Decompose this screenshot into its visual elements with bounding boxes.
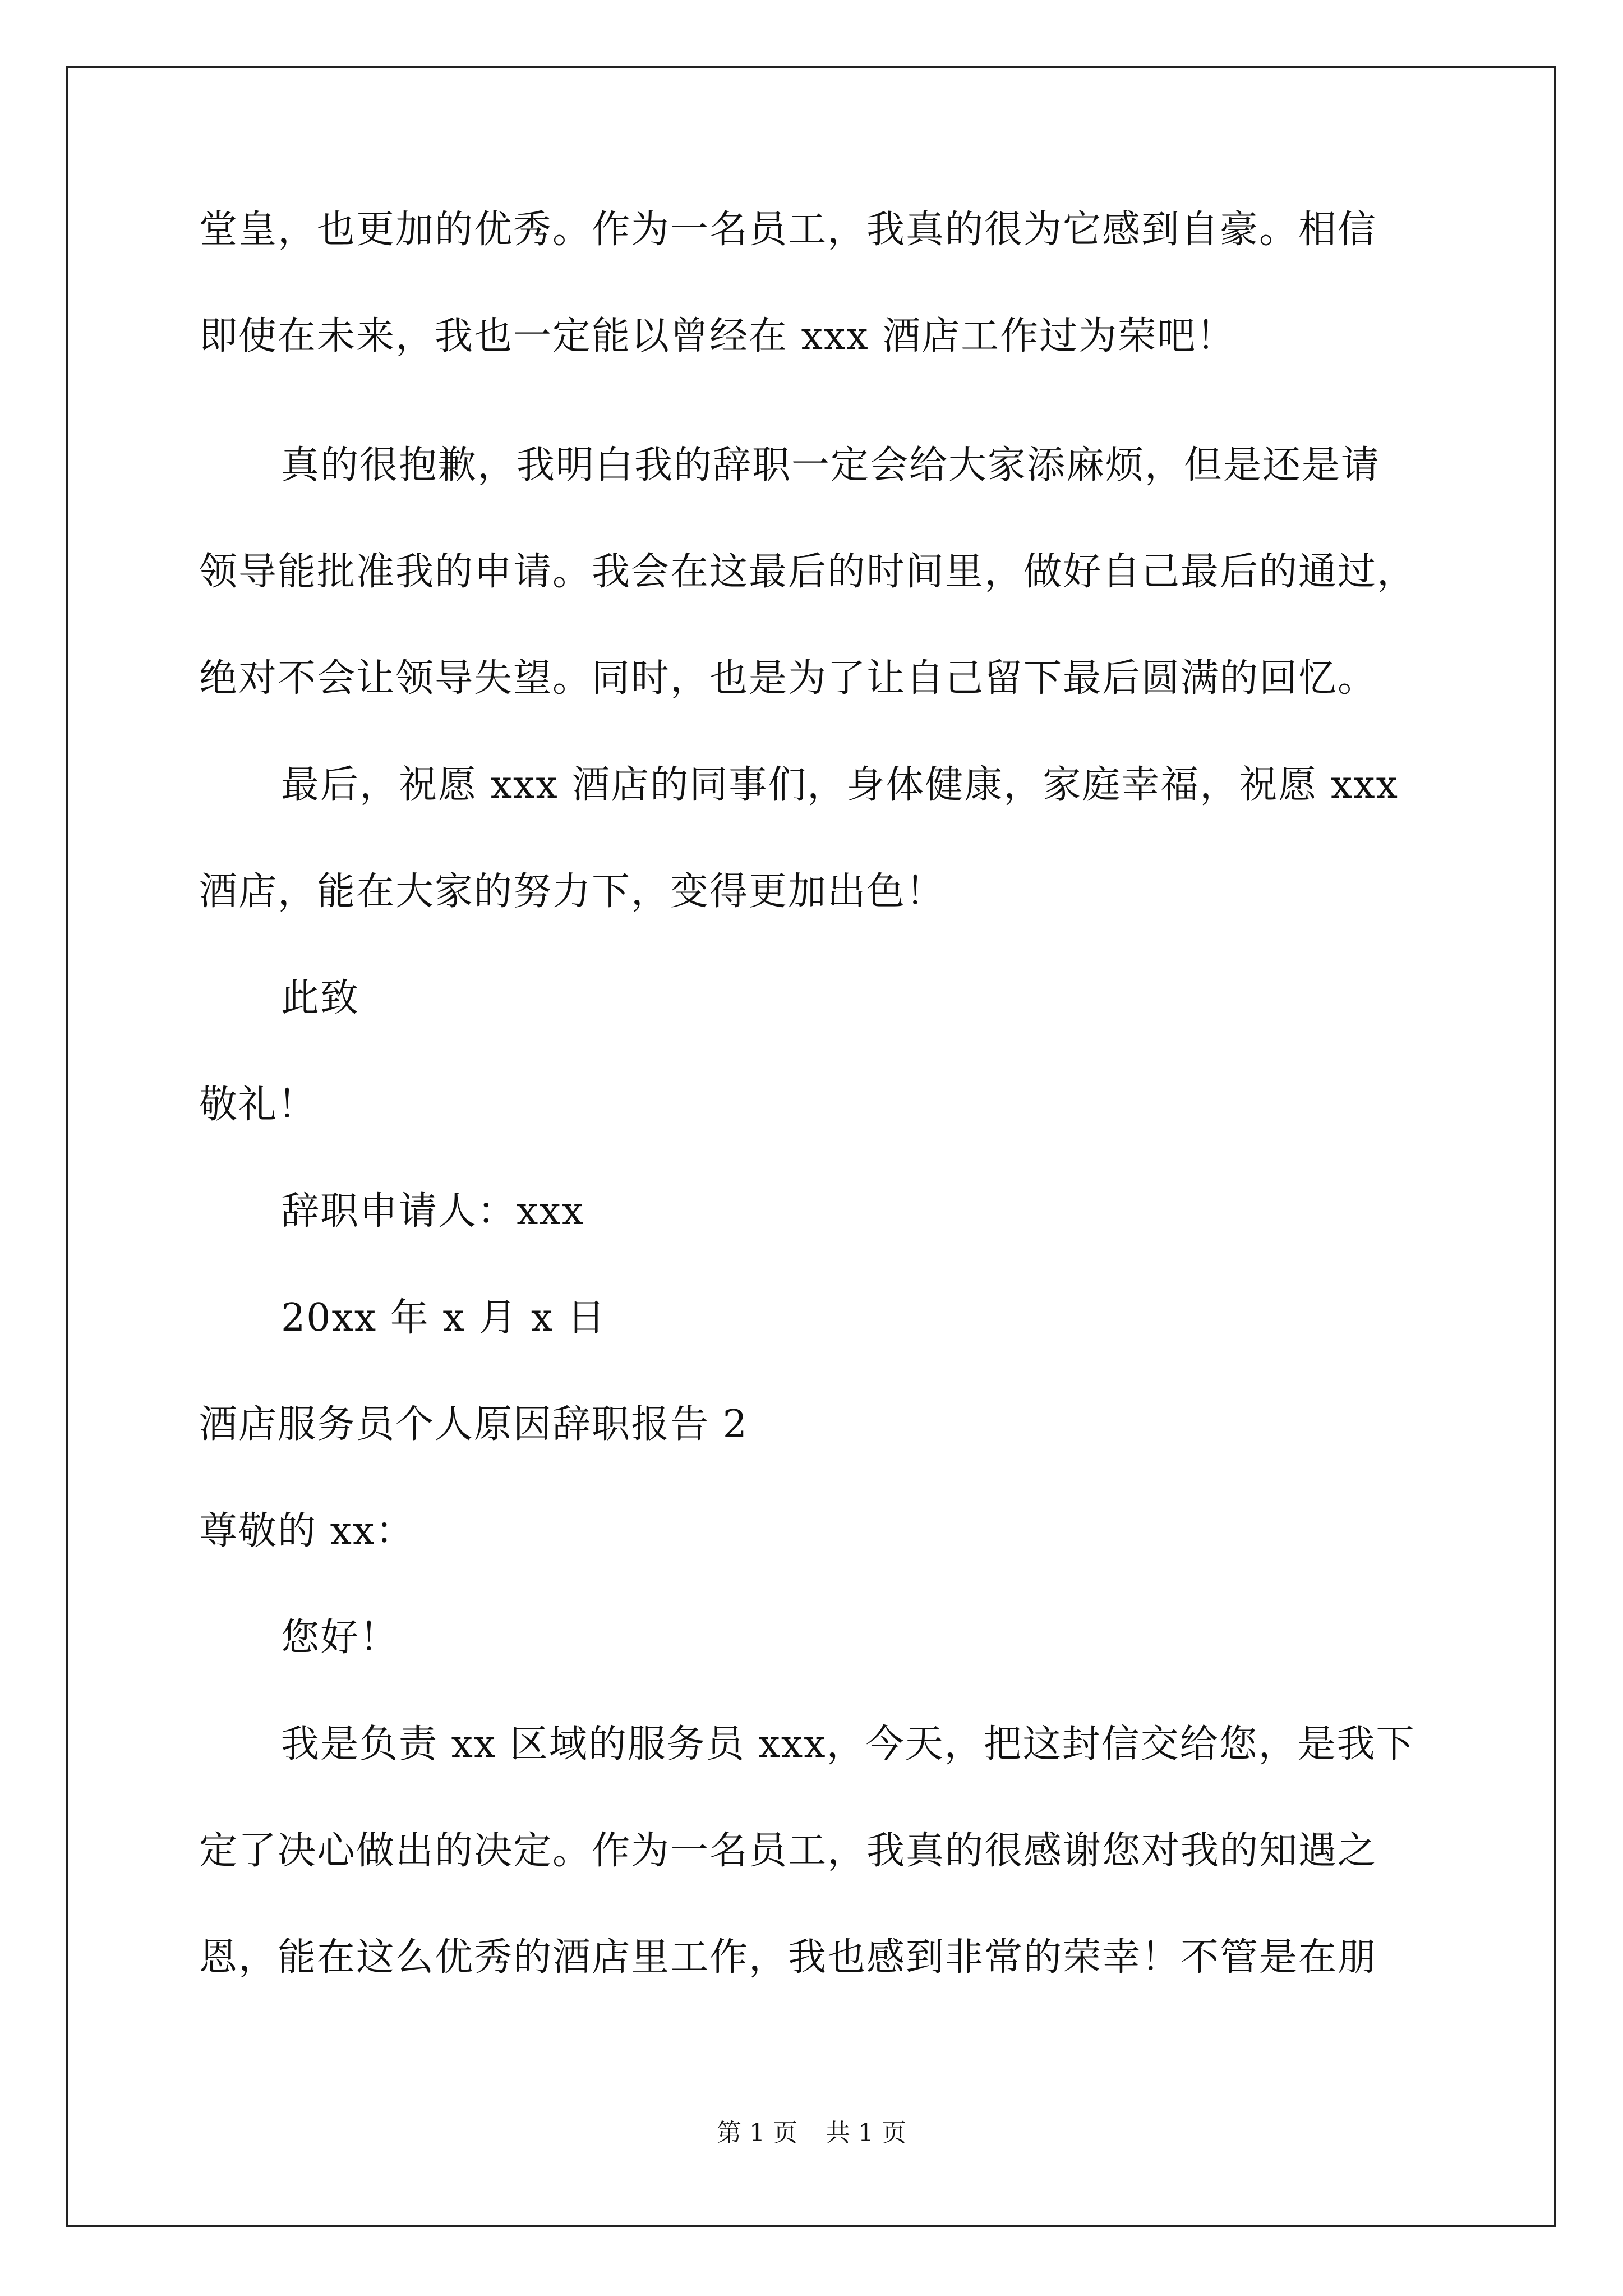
- text-line: 定了决心做出的决定。作为一名员工，我真的很感谢您对我的知遇之: [199, 1829, 1377, 1873]
- page-footer: [0, 2119, 1623, 2147]
- recipient-greeting: 尊敬的 xx：: [199, 1509, 415, 1553]
- text-line: 最后，祝愿 xxx 酒店的同事们，身体健康，家庭幸福，祝愿 xxx: [281, 763, 1399, 807]
- text-line: 即使在未来，我也一定能以曾经在 xxx 酒店工作过为荣吧！: [199, 314, 1236, 358]
- page-frame: [66, 66, 1556, 2227]
- text-line: 堂皇，也更加的优秀。作为一名员工，我真的很为它感到自豪。相信: [199, 208, 1377, 252]
- letter-date: 20xx 年 x 月 x 日: [281, 1296, 607, 1340]
- section-title: 酒店服务员个人原因辞职报告 2: [199, 1402, 748, 1447]
- text-line: 酒店，能在大家的努力下，变得更加出色！: [199, 869, 946, 914]
- text-line: 我是负责 xx 区域的服务员 xxx，今天，把这封信交给您，是我下: [281, 1722, 1415, 1766]
- greeting: 您好！: [281, 1616, 399, 1660]
- text-line: 绝对不会让领导失望。同时，也是为了让自己留下最后圆满的回忆。: [199, 656, 1377, 701]
- page-total: 共 1 页: [826, 2119, 906, 2147]
- text-line: 恩，能在这么优秀的酒店里工作，我也感到非常的荣幸！不管是在朋: [199, 1935, 1377, 1980]
- applicant-signature: 辞职申请人：xxx: [281, 1189, 585, 1234]
- text-line: 真的很抱歉，我明白我的辞职一定会给大家添麻烦，但是还是请: [281, 443, 1381, 487]
- page-number: 第 1 页: [717, 2119, 797, 2147]
- text-line: 领导能批准我的申请。我会在这最后的时间里，做好自己最后的通过，: [199, 550, 1417, 594]
- closing-regards: 敬礼！: [199, 1083, 317, 1127]
- closing-salutation: 此致: [281, 976, 360, 1020]
